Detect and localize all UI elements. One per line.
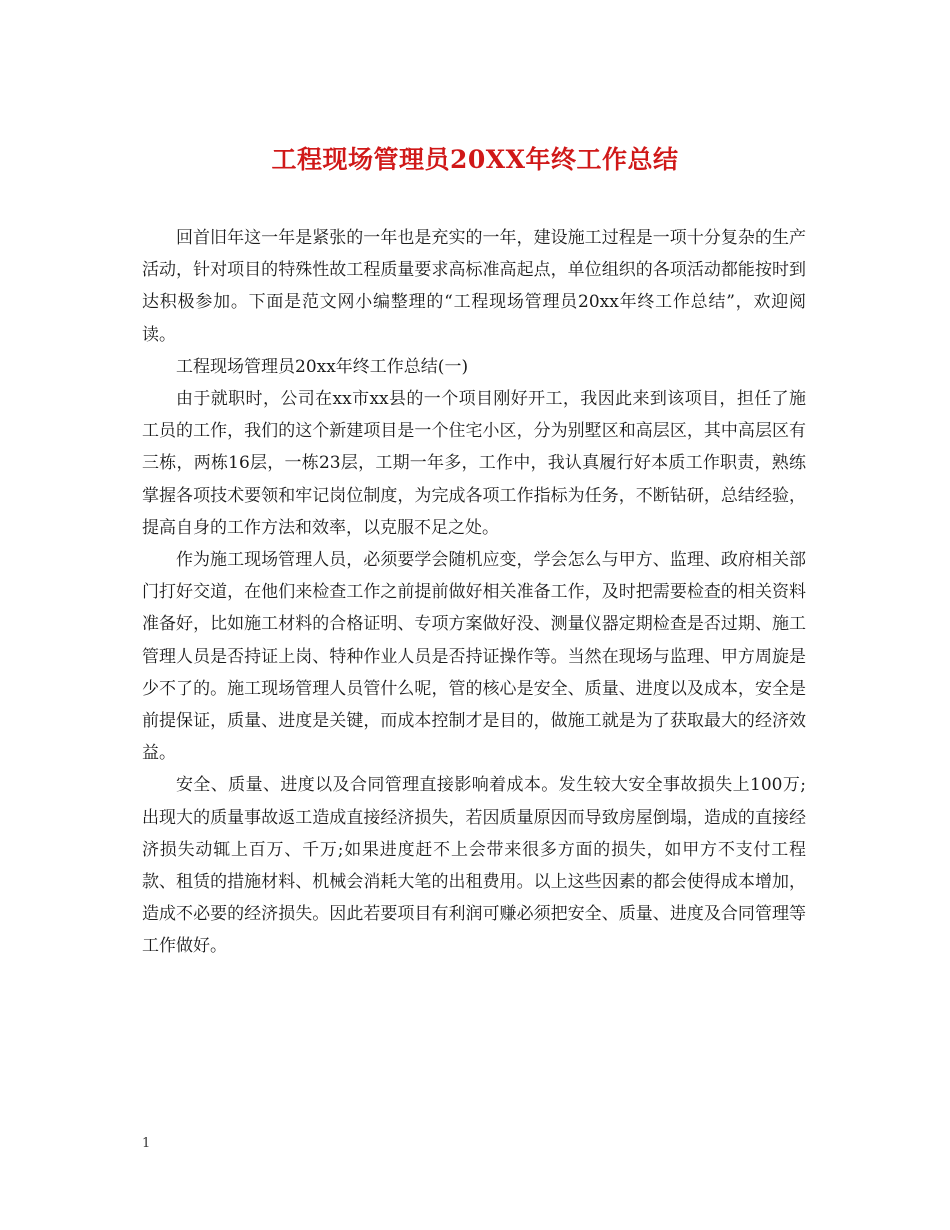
document-title: 工程现场管理员20XX年终工作总结: [271, 145, 679, 174]
paragraph-cost: 安全、质量、进度以及合同管理直接影响着成本。发生较大安全事故损失上100万;出现大的质量事故返工造成直接经济损失，若因质量原因而导致房屋倒塌，造成的直接经济损失动辄上百万、千万;如果进度赶不上会带来很多方面的损失，如甲方不支付工程款、租赁的措施材料、机械会消耗大笔的出租费用。以上这些因素的都会使得成本增加，造成不必要的经济损失。因此若要项目有利润可赚必须把安全、质量、进度及合同管理等工作做好。: [142, 775, 806, 957]
document-body: [142, 222, 806, 963]
page-number: 1: [142, 1136, 151, 1151]
paragraph-job-intro: 由于就职时，公司在xx市xx县的一个项目刚好开工，我因此来到该项目，担任了施工员的工作，我们的这个新建项目是一个住宅小区，分为别墅区和高层区，其中高层区有三栋，两栋16层，一栋23层，工期一年多，工作中，我认真履行好本质工作职责，熟练掌握各项技术要领和牢记岗位制度，为完成各项工作指标为任务，不断钻研，总结经验，提高自身的工作方法和效率，以克服不足之处。: [142, 389, 806, 538]
paragraph-management: 作为施工现场管理人员，必须要学会随机应变，学会怎么与甲方、监理、政府相关部门打好交道，在他们来检查工作之前提前做好相关准备工作，及时把需要检查的相关资料准备好，比如施工材料的合格证明、专项方案做好没、测量仪器定期检查是否过期、施工管理人员是否持证上岗、特种作业人员是否持证操作等。当然在现场与监理、甲方周旋是少不了的。施工现场管理人员管什么呢，管的核心是安全、质量、进度以及成本，安全是前提保证，质量、进度是关键，而成本控制才是目的，做施工就是为了获取最大的经济效益。: [142, 550, 806, 764]
section-heading: 工程现场管理员20xx年终工作总结(一): [176, 356, 469, 377]
paragraph-intro: 回首旧年这一年是紧张的一年也是充实的一年，建设施工过程是一项十分复杂的生产活动，针对项目的特殊性故工程质量要求高标准高起点，单位组织的各项活动都能按时到达积极参加。下面是范文网小编整理的“工程现场管理员20xx年终工作总结”，欢迎阅读。: [142, 228, 806, 345]
